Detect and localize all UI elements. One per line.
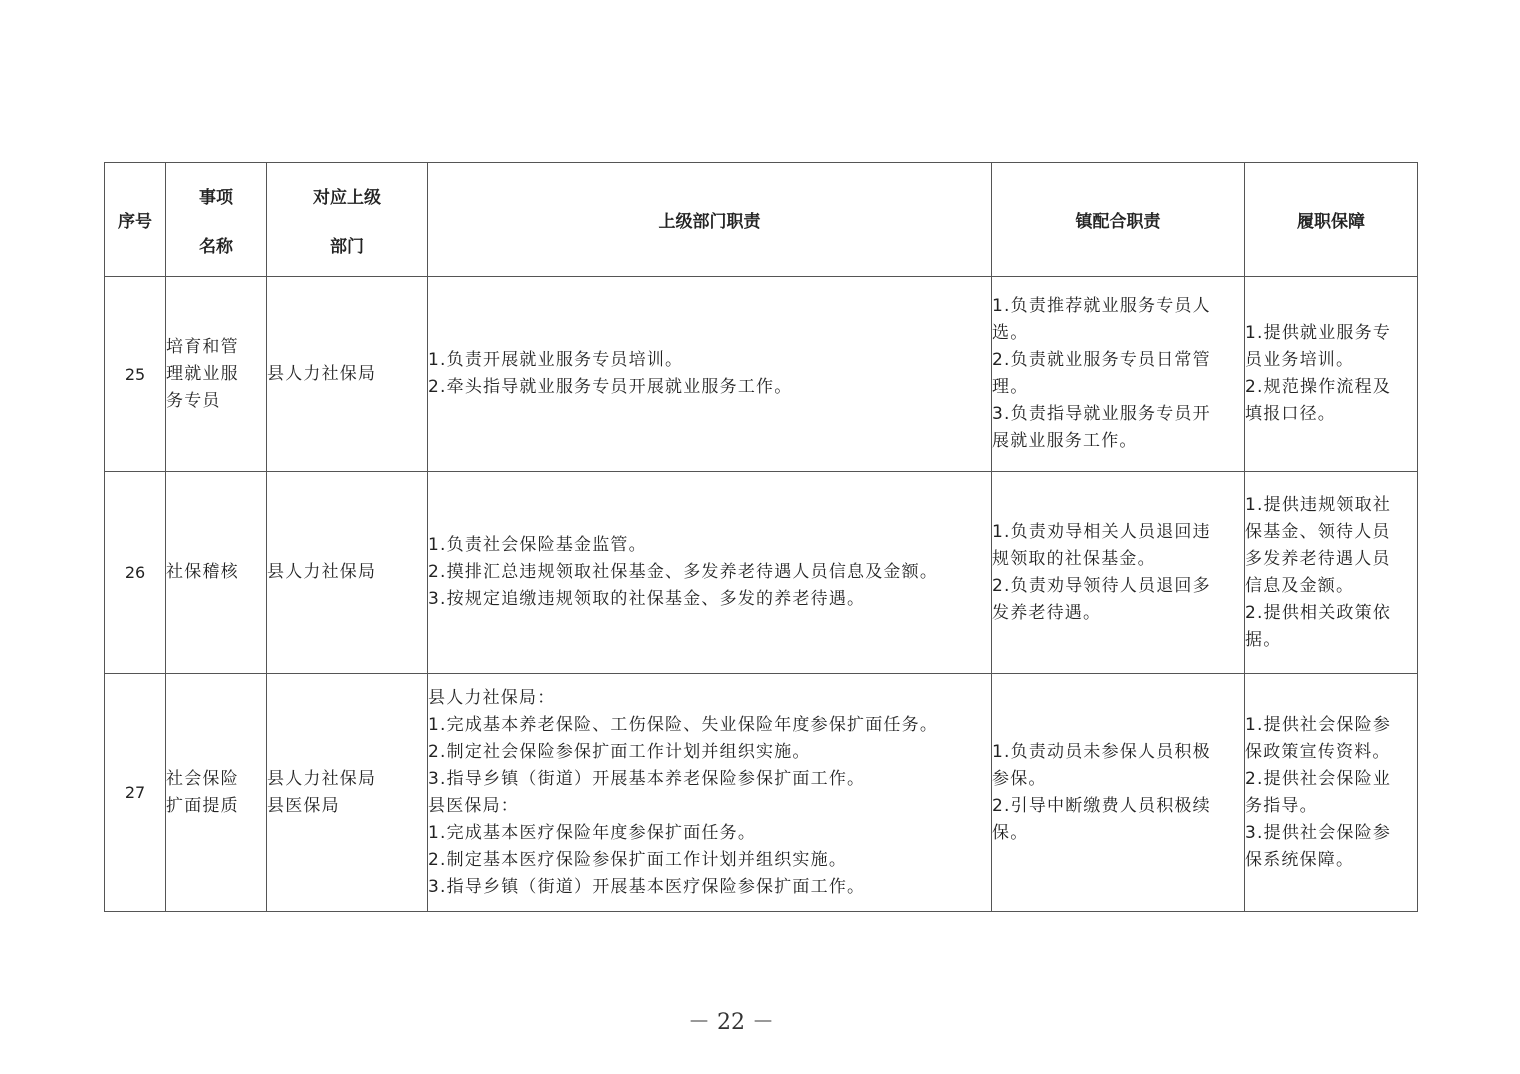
text-line: 1.完成基本养老保险、工伤保险、失业保险年度参保扩面任务。 bbox=[428, 714, 939, 735]
text-line: 理。 bbox=[992, 377, 1029, 397]
text-line: 1.完成基本医疗保险年度参保扩面任务。 bbox=[428, 822, 757, 843]
row-seq: 27 bbox=[105, 674, 166, 912]
header-dept bbox=[267, 163, 428, 277]
row-item-name bbox=[166, 277, 267, 472]
text-line: 2.提供相关政策依 bbox=[1245, 602, 1392, 623]
text-line: 2.负责劝导领待人员退回多 bbox=[992, 575, 1211, 596]
header-item-name-line2: 名称 bbox=[199, 236, 233, 257]
text-line: 扩面提质 bbox=[166, 795, 239, 816]
text-line: 2.提供社会保险业 bbox=[1245, 768, 1392, 789]
text-line: 参保。 bbox=[992, 768, 1047, 789]
text-line: 培育和管 bbox=[166, 336, 239, 357]
text-line: 多发养老待遇人员 bbox=[1245, 548, 1391, 569]
text-line: 发养老待遇。 bbox=[992, 602, 1102, 623]
text-line: 县人力社保局 bbox=[267, 768, 377, 789]
text-line: 县人力社保局 bbox=[267, 363, 377, 384]
row-upper-duty bbox=[428, 277, 992, 472]
text-line: 2.引导中断缴费人员积极续 bbox=[992, 795, 1211, 816]
row-item-name bbox=[166, 472, 267, 674]
text-line: 理就业服 bbox=[166, 363, 239, 384]
text-line: 选。 bbox=[992, 323, 1029, 343]
header-guarantee: 履职保障 bbox=[1245, 163, 1418, 277]
text-line: 规领取的社保基金。 bbox=[992, 548, 1156, 569]
text-line: 2.制定基本医疗保险参保扩面工作计划并组织实施。 bbox=[428, 849, 848, 870]
row-upper-duty bbox=[428, 472, 992, 674]
text-line: 3.负责指导就业服务专员开 bbox=[992, 404, 1211, 424]
row-dept bbox=[267, 472, 428, 674]
text-line: 保。 bbox=[992, 822, 1029, 843]
header-town-duty: 镇配合职责 bbox=[992, 163, 1245, 277]
text-line: 县人力社保局 bbox=[267, 562, 377, 582]
text-line: 信息及金额。 bbox=[1245, 575, 1355, 596]
row-item-name bbox=[166, 674, 267, 912]
row-guarantee bbox=[1245, 472, 1418, 674]
text-line: 3.按规定追缴违规领取的社保基金、多发的养老待遇。 bbox=[428, 589, 866, 609]
row-upper-duty bbox=[428, 674, 992, 912]
header-dept-line1: 对应上级 bbox=[313, 187, 381, 208]
text-line: 员业务培训。 bbox=[1245, 350, 1355, 370]
text-line: 3.指导乡镇（街道）开展基本养老保险参保扩面工作。 bbox=[428, 768, 866, 789]
text-line: 1.负责推荐就业服务专员人 bbox=[992, 296, 1211, 316]
text-line: 1.提供社会保险参 bbox=[1245, 714, 1392, 735]
header-dept-line2: 部门 bbox=[330, 236, 364, 257]
header-item-name-line1: 事项 bbox=[199, 187, 233, 208]
text-line: 3.指导乡镇（街道）开展基本医疗保险参保扩面工作。 bbox=[428, 876, 866, 897]
text-line: 据。 bbox=[1245, 629, 1282, 650]
text-line: 1.负责开展就业服务专员培训。 bbox=[428, 350, 684, 370]
text-line: 保系统保障。 bbox=[1245, 849, 1355, 870]
row-guarantee bbox=[1245, 674, 1418, 912]
header-item-name bbox=[166, 163, 267, 277]
text-line: 1.负责劝导相关人员退回违 bbox=[992, 521, 1211, 542]
header-upper-duty: 上级部门职责 bbox=[428, 163, 992, 277]
row-town-duty bbox=[992, 472, 1245, 674]
text-line: 展就业服务工作。 bbox=[992, 431, 1138, 451]
text-line: 县医保局： bbox=[428, 795, 519, 816]
text-line: 3.提供社会保险参 bbox=[1245, 822, 1392, 843]
text-line: 2.摸排汇总违规领取社保基金、多发养老待遇人员信息及金额。 bbox=[428, 562, 939, 582]
text-line: 2.负责就业服务专员日常管 bbox=[992, 350, 1211, 370]
text-line: 1.负责动员未参保人员积极 bbox=[992, 741, 1211, 762]
text-line: 1.提供就业服务专 bbox=[1245, 323, 1392, 343]
text-line: 2.制定社会保险参保扩面工作计划并组织实施。 bbox=[428, 741, 811, 762]
text-line: 保政策宣传资料。 bbox=[1245, 741, 1391, 762]
text-line: 1.负责社会保险基金监管。 bbox=[428, 535, 647, 555]
row-town-duty bbox=[992, 277, 1245, 472]
header-row bbox=[105, 163, 1418, 277]
text-line: 填报口径。 bbox=[1245, 404, 1336, 424]
table-row bbox=[105, 472, 1418, 674]
table-row bbox=[105, 674, 1418, 912]
text-line: 保基金、领待人员 bbox=[1245, 521, 1391, 542]
row-dept bbox=[267, 277, 428, 472]
row-guarantee bbox=[1245, 277, 1418, 472]
text-line: 县人力社保局： bbox=[428, 687, 556, 708]
text-line: 县医保局 bbox=[267, 795, 340, 816]
text-line: 1.提供违规领取社 bbox=[1245, 494, 1392, 515]
text-line: 务指导。 bbox=[1245, 795, 1318, 816]
duty-table bbox=[104, 162, 1418, 912]
page-number: － 22 － bbox=[688, 1010, 774, 1035]
row-seq: 26 bbox=[105, 472, 166, 674]
table-row bbox=[105, 277, 1418, 472]
header-seq: 序号 bbox=[105, 163, 166, 277]
text-line: 2.规范操作流程及 bbox=[1245, 377, 1392, 397]
row-town-duty bbox=[992, 674, 1245, 912]
row-dept bbox=[267, 674, 428, 912]
text-line: 2.牵头指导就业服务专员开展就业服务工作。 bbox=[428, 377, 793, 397]
row-seq: 25 bbox=[105, 277, 166, 472]
text-line: 社保稽核 bbox=[166, 562, 239, 582]
text-line: 社会保险 bbox=[166, 768, 239, 789]
text-line: 务专员 bbox=[166, 390, 221, 411]
